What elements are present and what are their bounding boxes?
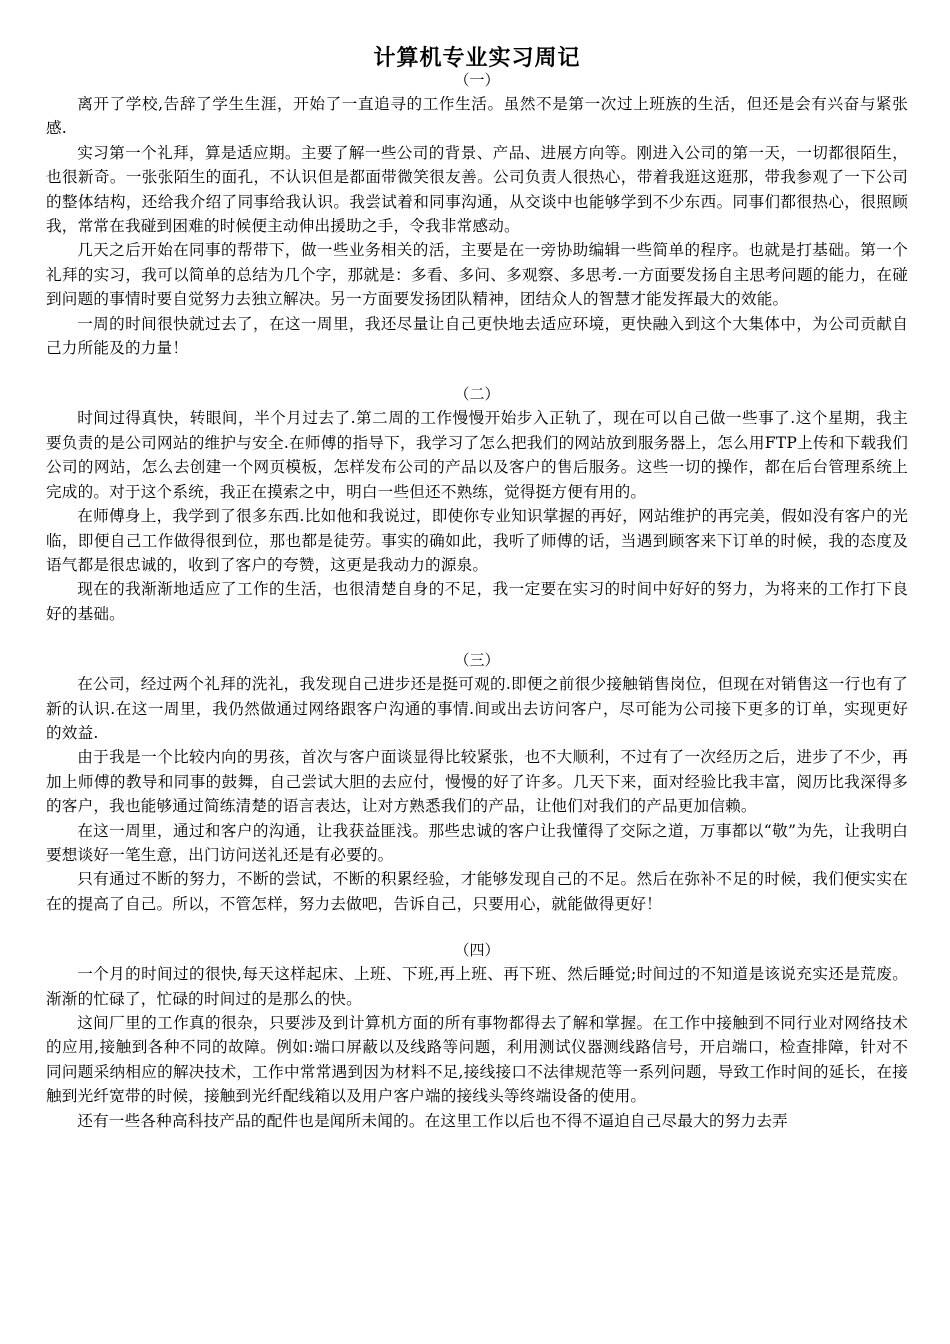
document-title: 计算机专业实习周记 xyxy=(373,46,581,71)
paragraph: 还有一些各种高科技产品的配件也是闻所未闻的。在这里工作以后也不得不逼迫自己尽最大的努力去弄 xyxy=(77,1111,788,1130)
paragraph: 一周的时间很快就过去了，在这一周里，我还尽量让自己更快地去适应环境，更快融入到这个大集体中，为公司贡献自己力所能及的力量！ xyxy=(46,314,908,358)
paragraph: 实习第一个礼拜，算是适应期。主要了解一些公司的背景、产品、进展方向等。刚进入公司的第一天，一切都很陌生，也很新奇。一张张陌生的面孔，不认识但是都面带微笑很友善。公司负责人很热心，带着我逛这逛那，带我参观了一下公司的整体结构，还给我介绍了同事给我认识。我尝试着和同事沟通，从交谈中也能够学到不少东西。同事们都很热心，很照顾我，常常在我碰到困难的时候便主动伸出援助之手，令我非常感动。 xyxy=(46,143,908,236)
section-heading: （三） xyxy=(454,651,500,670)
section-heading: （一） xyxy=(454,71,500,89)
section-heading: （四） xyxy=(454,941,500,960)
document-page xyxy=(46,44,908,1133)
document-body xyxy=(46,68,908,1133)
section-3 xyxy=(46,648,908,916)
paragraph: 几天之后开始在同事的帮带下，做一些业务相关的活，主要是在一旁协助编辑一些简单的程序。也就是打基础。第一个礼拜的实习，我可以简单的总结为几个字，那就是：多看、多问、多观察、多思考.一方面要发扬自主思考问题的能力，在碰到问题的事情时要自觉努力去独立解决。另一方面要发扬团队精神，团结众人的智慧才能发挥最大的效能。 xyxy=(46,241,908,309)
paragraph: 在这一周里，通过和客户的沟通，让我获益匪浅。那些忠诚的客户让我懂得了交际之道，万事都以“敬”为先，让我明白要想谈好一笔生意，出门访问送礼还是有必要的。 xyxy=(46,821,908,864)
section-heading: （二） xyxy=(454,385,500,404)
paragraph: 现在的我渐渐地适应了工作的生活，也很清楚自身的不足，我一定要在实习的时间中好好的努力，为将来的工作打下良好的基础。 xyxy=(46,580,908,623)
paragraph: 一个月的时间过的很快,每天这样起床、上班、下班,再上班、再下班、然后睡觉;时间过的不知道是该说充实还是荒废。渐渐的忙碌了，忙碌的时间过的是那么的快。 xyxy=(46,965,908,1008)
paragraph: 只有通过不断的努力，不断的尝试，不断的积累经验，才能够发现自己的不足。然后在弥补不足的时候，我们便实实在在的提高了自己。所以，不管怎样，努力去做吧，告诉自己，只要用心，就能做得更好！ xyxy=(46,870,908,913)
paragraph: 这间厂里的工作真的很杂，只要涉及到计算机方面的所有事物都得去了解和掌握。在工作中接触到不同行业对网络技术的应用,接触到各种不同的故障。例如:端口屏蔽以及线路等问题，利用测试仪器测线路信号，开启端口，检查排障，针对不同问题采纳相应的解决技术，工作中常常遇到因为材料不足,接线接口不法律规范等一系列问题，导致工作时间的延长，在接触到光纤宽带的时候，接触到光纤配线箱以及用户客户端的接线头等终端设备的使用。 xyxy=(46,1014,908,1106)
section-4 xyxy=(46,938,908,1133)
section-1 xyxy=(46,68,908,360)
section-2 xyxy=(46,382,908,626)
paragraph: 由于我是一个比较内向的男孩，首次与客户面谈显得比较紧张，也不大顺利，不过有了一次经历之后，进步了不少，再加上师傅的教导和同事的鼓舞，自己尝试大胆的去应付，慢慢的好了许多。几天下来，面对经验比我丰富，阅历比我深得多的客户，我也能够通过简练清楚的语言表达，让对方熟悉我们的产品，让他们对我们的产品更加信赖。 xyxy=(46,748,908,816)
paragraph: 离开了学校,告辞了学生生涯，开始了一直追寻的工作生活。虽然不是第一次过上班族的生活，但还是会有兴奋与紧张感. xyxy=(46,95,908,138)
paragraph: 在师傅身上，我学到了很多东西.比如他和我说过，即使你专业知识掌握的再好，网站维护的再完美，假如没有客户的光临，即便自己工作做得很到位，那也都是徒劳。事实的确如此，我听了师傅的话，当遇到顾客来下订单的时候，我的态度及语气都是很忠诚的，收到了客户的夸赞，这更是我动力的源泉。 xyxy=(46,507,908,574)
paragraph: 在公司，经过两个礼拜的洗礼，我发现自己进步还是挺可观的.即便之前很少接触销售岗位，但现在对销售这一行也有了新的认识.在这一周里，我仍然做通过网络跟客户沟通的事情.间或出去访问客户，尽可能为公司接下更多的订单，实现更好的效益. xyxy=(46,675,908,742)
paragraph: 时间过得真快，转眼间，半个月过去了.第二周的工作慢慢开始步入正轨了，现在可以自己做一些事了.这个星期，我主要负责的是公司网站的维护与安全.在师傅的指导下，我学习了怎么把我们的网站放到服务器上，怎么用FTP上传和下载我们公司的网站，怎么去创建一个网页模板，怎样发布公司的产品以及客户的售后服务。这些一切的操作，都在后台管理系统上完成的。对于这个系统，我正在摸索之中，明白一些但还不熟练，觉得挺方便有用的。 xyxy=(46,409,908,501)
